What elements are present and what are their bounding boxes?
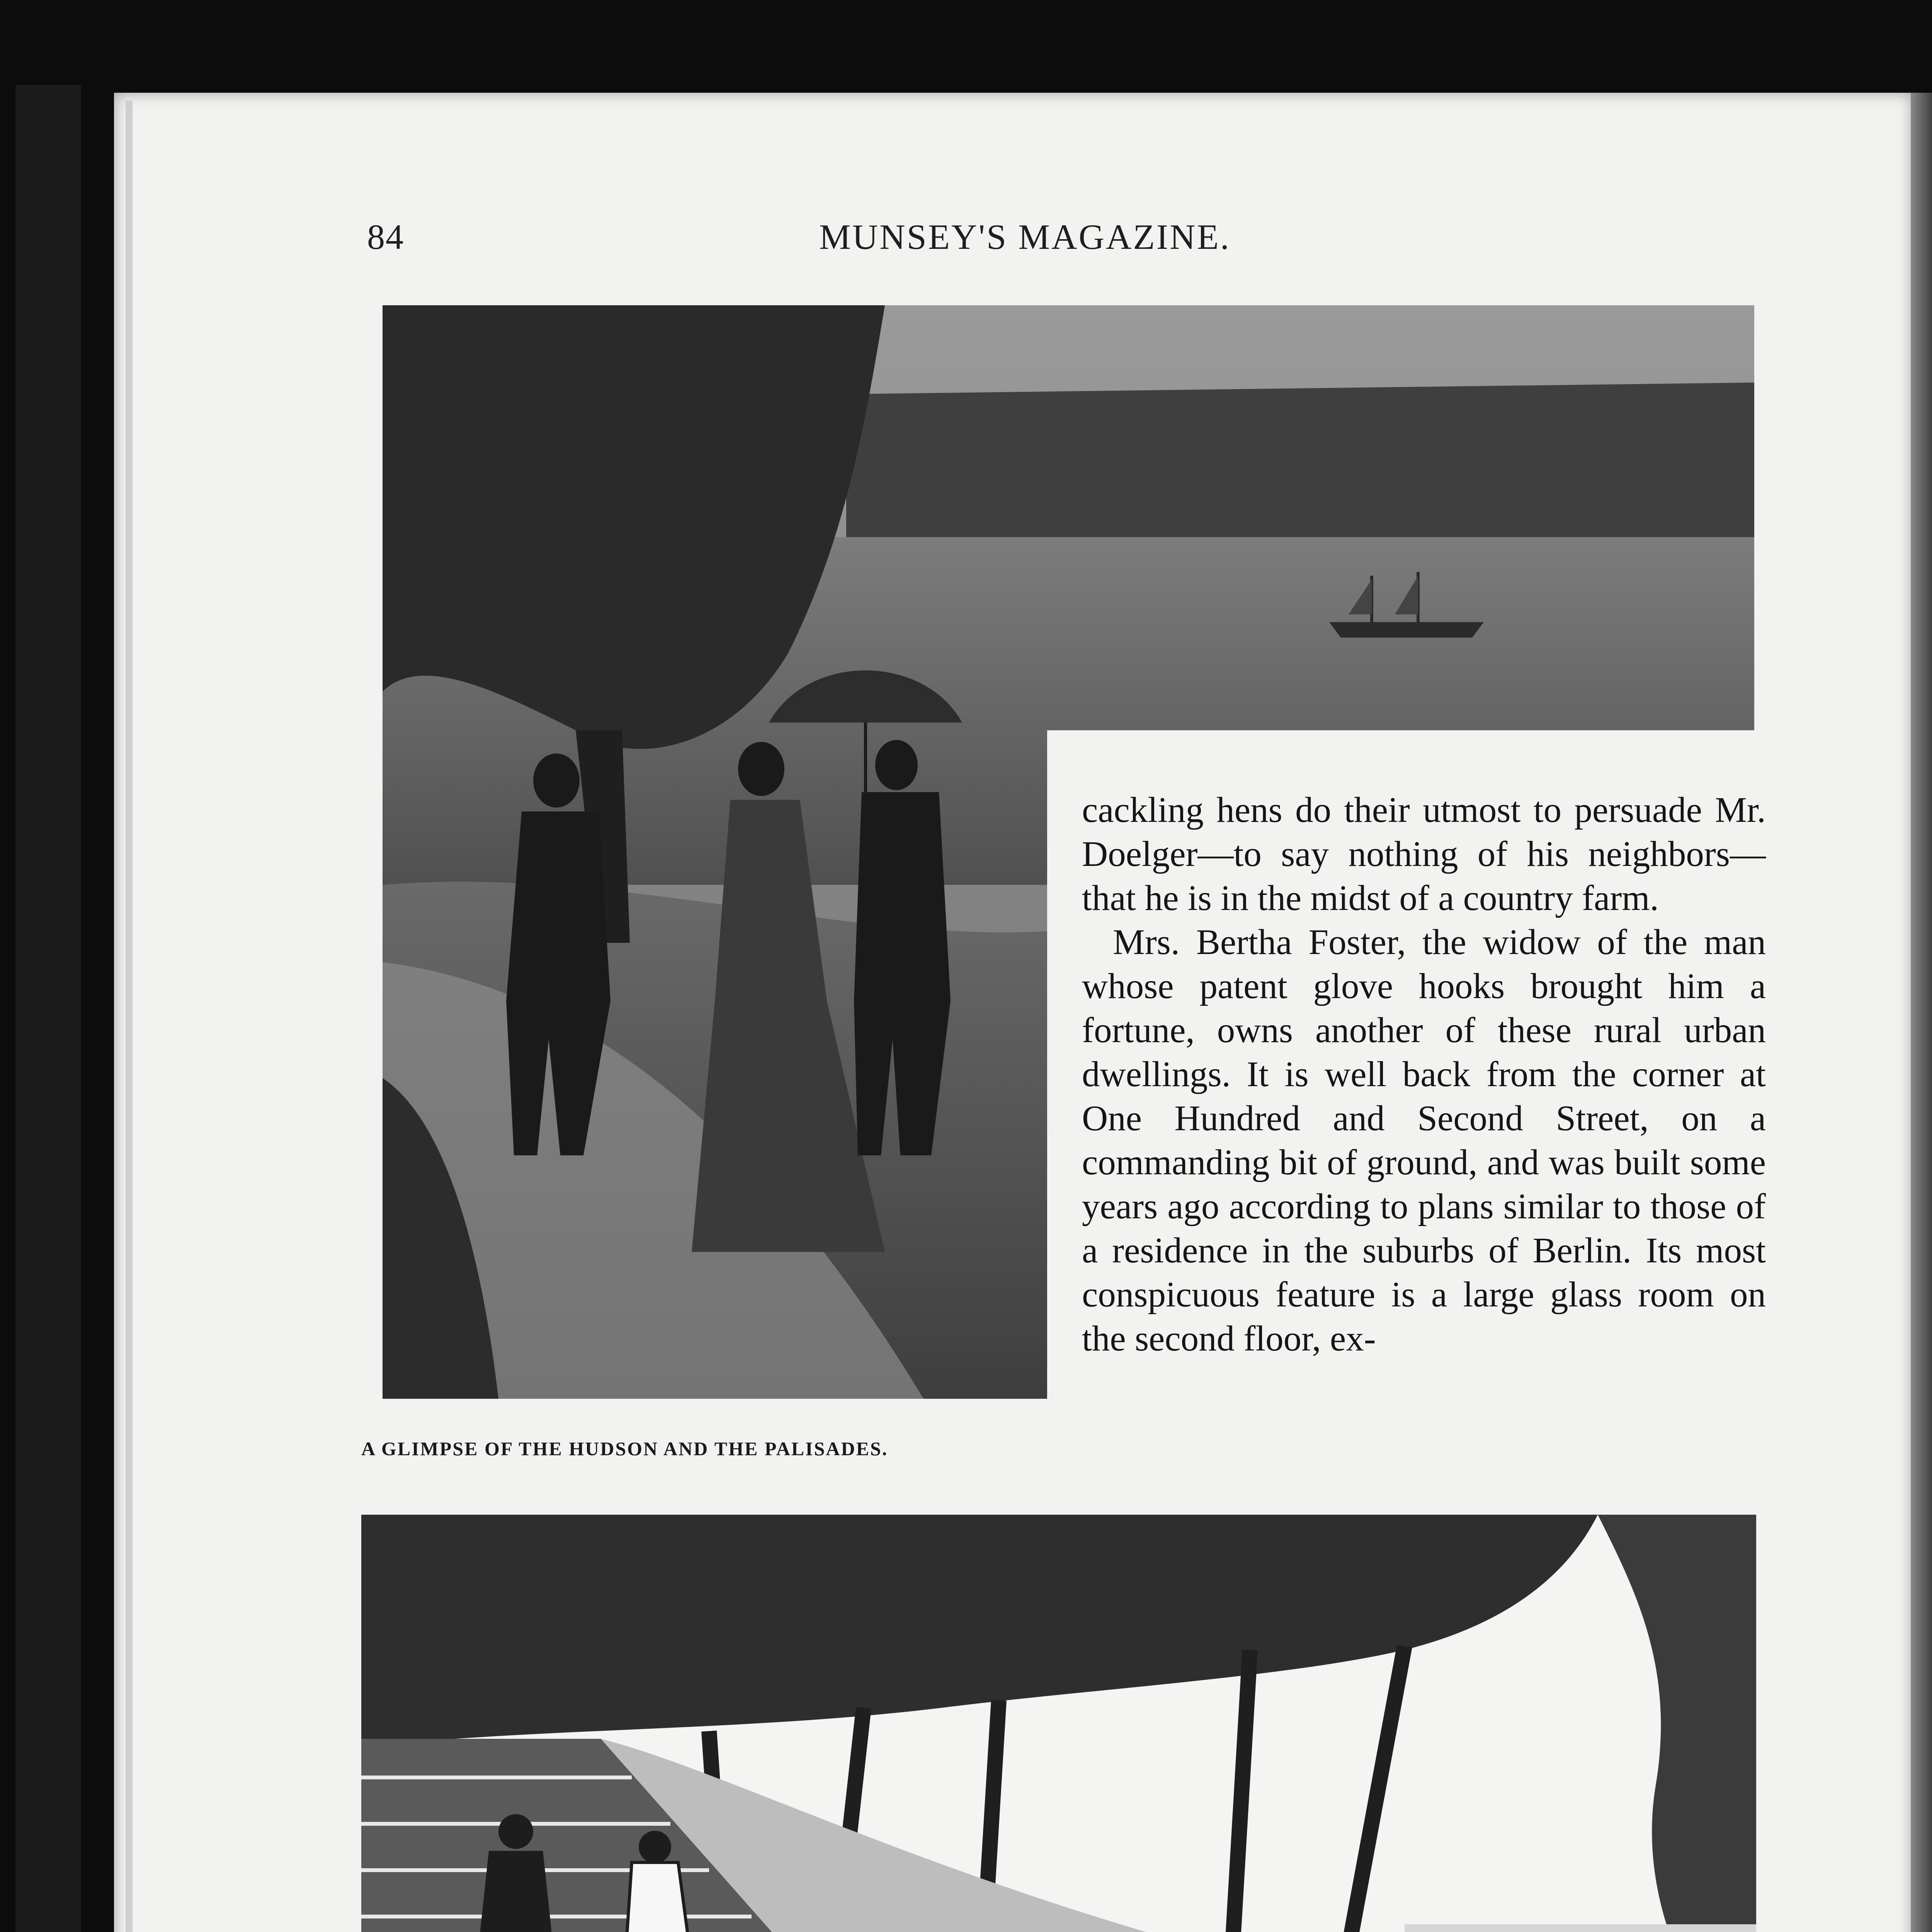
previous-page-edge [15, 85, 81, 1932]
page-number: 84 [367, 217, 404, 257]
paragraph-2: Mrs. Bertha Foster, the widow of the man whose patent glove hooks brought him a fortune, owns another of these rural urban dwellings. It is well back from the corner at One Hundred and Second Street, on a commanding bit of ground, and was built some years ago according to plans similar to those of a residence in the suburbs of Berlin. Its most conspicuous feature is a large glass room on the second floor, ex- [1082, 922, 1766, 1359]
running-title: MUNSEY'S MAGAZINE. [819, 217, 1231, 257]
stairs-scene-image [361, 1515, 1756, 1932]
paragraph-1: cackling hens do their utmost to persuade Mr. Doelger—to say nothing of his neighbors—that he is in the midst of a country farm. [1082, 790, 1766, 918]
page-binding-edge [126, 100, 133, 1932]
article-body [1082, 788, 1766, 1361]
forest-slope-illustration [361, 1515, 1756, 1932]
book-gutter [1911, 93, 1932, 1932]
top-figure-caption: A GLIMPSE OF THE HUDSON AND THE PALISADES. [361, 1438, 888, 1459]
